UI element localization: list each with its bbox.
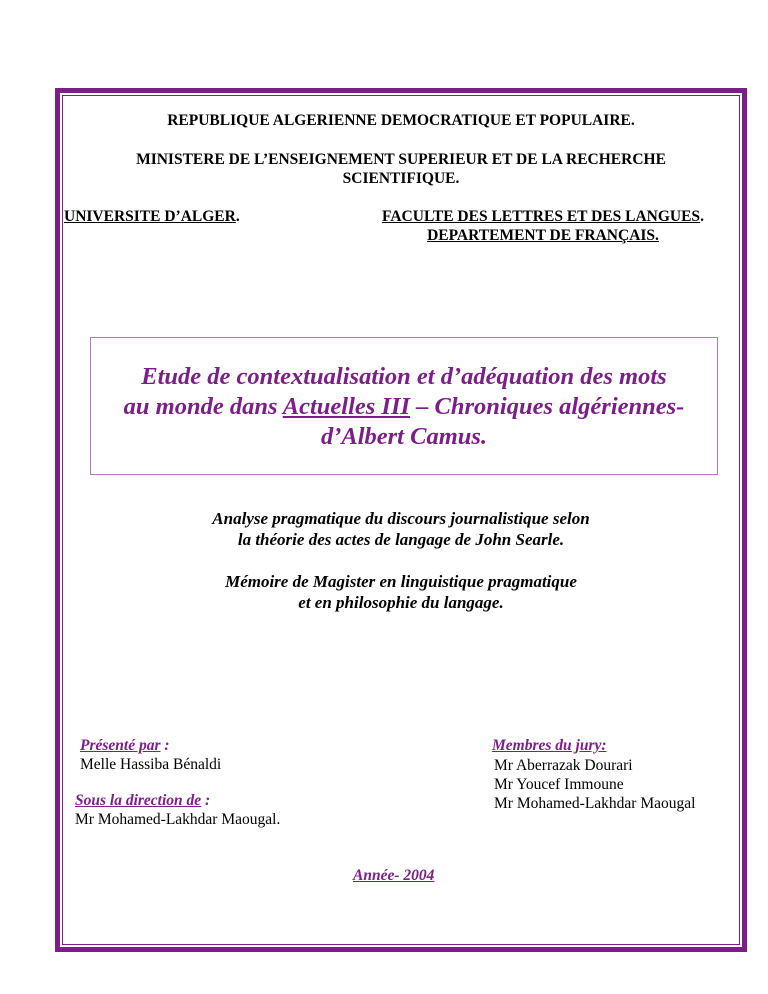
title-line-2-prefix: au monde dans	[123, 393, 283, 420]
presented-by-text: Présenté par	[80, 737, 161, 754]
faculty-name: FACULTE DES LETTRES ET DES LANGUES	[382, 208, 701, 225]
subtitle-line-3: Mémoire de Magister en linguistique pragmatique	[225, 572, 577, 591]
subtitle-line-1: Analyse pragmatique du discours journalistique selon	[212, 509, 590, 528]
author-name: Melle Hassiba Bénaldi	[80, 756, 222, 773]
ministry-heading	[62, 150, 740, 188]
faculty-line	[353, 207, 733, 226]
jury-members	[494, 756, 695, 813]
jury-member: Mr Mohamed-Lakhdar Maougal	[494, 795, 696, 812]
jury-label	[492, 736, 607, 755]
university-heading	[64, 207, 240, 226]
year-text: Année- 2004	[353, 867, 435, 884]
title-line-2	[90, 392, 718, 422]
jury-member: Mr Youcef Immoune	[494, 776, 624, 793]
faculty-heading	[353, 207, 733, 245]
jury-member: Mr Aberrazak Dourari	[494, 757, 633, 774]
ministry-line-2: SCIENTIFIQUE.	[342, 170, 460, 187]
thesis-title	[90, 362, 718, 452]
year-label	[353, 866, 434, 885]
republic-heading: REPUBLIQUE ALGERIENNE DEMOCRATIQUE ET POPULAIRE.	[167, 112, 635, 129]
title-line-1: Etude de contextualisation et d’adéquation des mots	[141, 363, 667, 390]
direction-label	[75, 791, 210, 810]
presented-by-suffix: :	[160, 737, 170, 754]
degree-subtitle	[62, 571, 740, 613]
direction-text: Sous la direction de	[75, 792, 202, 809]
jury-label-text: Membres du jury:	[492, 737, 607, 754]
title-line-3: d’Albert Camus.	[320, 423, 488, 450]
analysis-subtitle	[62, 508, 740, 550]
book-title: Actuelles III	[282, 393, 411, 420]
department-name: DEPARTEMENT DE FRANÇAIS.	[427, 227, 659, 244]
subtitle-line-4: et en philosophie du langage.	[298, 593, 504, 612]
title-line-2-suffix: – Chroniques algériennes-	[410, 393, 685, 420]
direction-suffix: :	[201, 792, 211, 809]
subtitle-line-2: la théorie des actes de langage de John Searle.	[237, 530, 565, 549]
presented-by-label	[80, 736, 170, 755]
university-suffix: .	[235, 208, 240, 225]
supervisor-name: Mr Mohamed-Lakhdar Maougal.	[75, 811, 281, 828]
faculty-suffix: .	[700, 208, 704, 225]
university-name: UNIVERSITE D’ALGER	[64, 208, 236, 225]
ministry-line-1: MINISTERE DE L’ENSEIGNEMENT SUPERIEUR ET DE LA RECHERCHE	[136, 151, 666, 168]
